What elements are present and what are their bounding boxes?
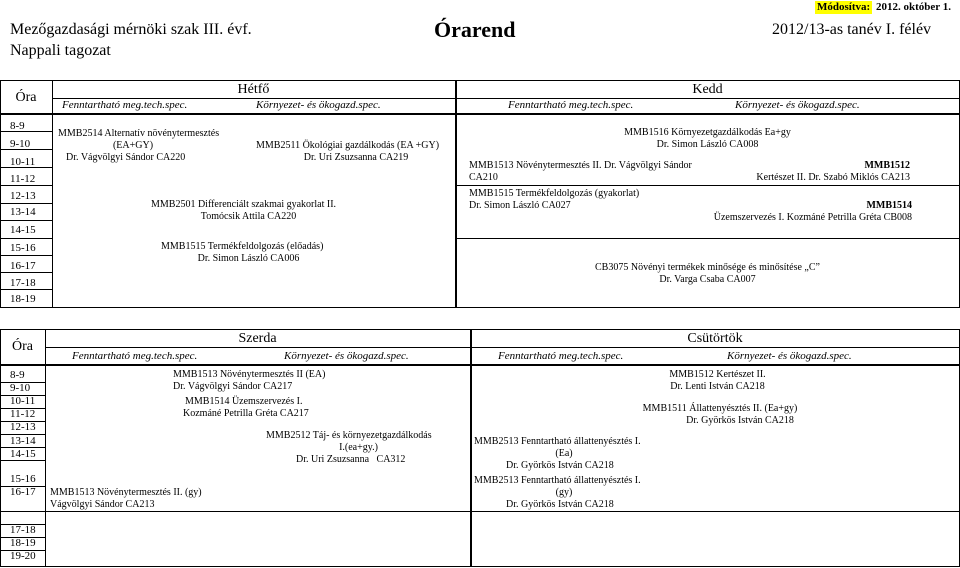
tue-course-code: MMB1512 [864, 160, 910, 171]
top-hour: 12-13 [10, 190, 36, 202]
top-hour: 14-15 [10, 224, 36, 236]
top-spec-a-mon: Fenntartható meg.tech.spec. [62, 99, 188, 111]
mon-course-title: MMB1515 Termékfeldolgozás (előadás) [161, 241, 324, 252]
modified-label: Módosítva: [817, 1, 871, 13]
bottom-day-thursday: Csütörtök [687, 331, 743, 346]
thu-course-type: (Ea) [555, 448, 573, 459]
mon-course-title: MMB2511 Ökológiai gazdálkodás (EA +GY) [256, 140, 440, 151]
bottom-hour: 15-16 [10, 473, 36, 485]
thu-course-title: MMB1511 Állattenyésztés II. (Ea+gy) [642, 403, 798, 414]
wed-course-teacher: Dr. Uri Zsuzsanna CA312 [296, 454, 406, 465]
top-hour: 10-11 [10, 156, 36, 168]
mon-course-teacher: Dr. Uri Zsuzsanna CA219 [303, 152, 409, 163]
top-day-tuesday: Kedd [692, 82, 723, 97]
thu-course-type: (gy) [555, 487, 573, 498]
thu-course-title: MMB1512 Kertészet II. [669, 369, 766, 380]
bottom-spec-a-thu: Fenntartható meg.tech.spec. [498, 350, 624, 362]
top-hour: 18-19 [10, 293, 36, 305]
tue-course-room: CA210 [469, 172, 498, 183]
bottom-hour: 18-19 [10, 537, 36, 549]
bottom-spec-b-wed: Környezet- és ökogazd.spec. [284, 350, 409, 362]
top-spec-b-mon: Környezet- és ökogazd.spec. [256, 99, 381, 111]
bottom-spec-b-thu: Környezet- és ökogazd.spec. [727, 350, 852, 362]
thu-course-teacher: Dr. Györkös István CA218 [686, 415, 794, 426]
tue-course-teacher: Dr. Varga Csaba CA007 [659, 274, 756, 285]
wed-course-title: MMB1513 Növénytermesztés II. (gy) [50, 487, 202, 498]
thu-course-teacher: Dr. Györkös István CA218 [506, 499, 614, 510]
bottom-hour: 19-20 [10, 550, 36, 562]
wed-course-teacher: Dr. Vágvölgyi Sándor CA217 [173, 381, 293, 392]
thu-course-title: MMB2513 Fenntartható állattenyésztés I. [474, 475, 641, 486]
thu-course-teacher: Dr. Györkös István CA218 [506, 460, 614, 471]
page-title-right: 2012/13-as tanév I. félév [772, 21, 932, 38]
bottom-ora-label: Óra [12, 339, 33, 354]
bottom-hour: 16-17 [10, 486, 36, 498]
bottom-hour: 12-13 [10, 421, 36, 433]
tue-course-detail: Üzemszervezés I. Kozmáné Petrilla Gréta CB008 [713, 212, 912, 223]
bottom-hour: 14-15 [10, 448, 36, 460]
top-spec-b-tue: Környezet- és ökogazd.spec. [735, 99, 860, 111]
tue-course-title: MMB1515 Termékfeldolgozás (gyakorlat) [469, 188, 640, 199]
wed-course-title: MMB1513 Növénytermesztés II (EA) [173, 369, 326, 380]
thu-course-title: MMB2513 Fenntartható állattenyésztés I. [474, 436, 641, 447]
tue-course-detail: Kertészet II. Dr. Szabó Miklós CA213 [756, 172, 910, 183]
bottom-day-wednesday: Szerda [238, 331, 277, 346]
page-subtitle: Nappali tagozat [10, 42, 111, 59]
bottom-hour: 17-18 [10, 524, 36, 536]
mon-course-teacher: Tomócsik Attila CA220 [200, 211, 297, 222]
top-hour: 8-9 [10, 120, 25, 132]
bottom-hour: 9-10 [10, 382, 31, 394]
thu-course-teacher: Dr. Lenti István CA218 [670, 381, 765, 392]
wed-course-title: MMB1514 Üzemszervezés I. [185, 396, 303, 407]
tue-course-teacher: Dr. Simon László CA008 [656, 139, 759, 150]
wed-course-teacher: Vágvölgyi Sándor CA213 [50, 499, 155, 510]
top-ora-label: Óra [15, 90, 37, 105]
page-title: Órarend [434, 17, 516, 42]
top-hour: 16-17 [10, 260, 36, 272]
page-title-left: Mezőgazdasági mérnöki szak III. évf. [10, 21, 252, 38]
mon-course-title: MMB2514 Alternatív növénytermesztés [58, 128, 220, 139]
bottom-hour: 11-12 [10, 408, 36, 420]
mon-course-title: MMB2501 Differenciált szakmai gyakorlat II. [151, 199, 337, 210]
mon-course-type: (EA+GY) [112, 140, 154, 151]
tue-course-code: MMB1514 [866, 200, 912, 211]
tue-course-title: CB3075 Növényi termékek minősége és minősítése „C” [595, 262, 820, 273]
top-hour: 15-16 [10, 242, 36, 254]
top-hour: 13-14 [10, 206, 36, 218]
bottom-hour: 13-14 [10, 435, 36, 447]
top-hour: 17-18 [10, 277, 36, 289]
top-hour: 9-10 [10, 138, 31, 150]
wed-course-title: MMB2512 Táj- és környezetgazdálkodás [266, 430, 432, 441]
modified-date: 2012. október 1. [876, 1, 951, 13]
mon-course-teacher: Dr. Simon László CA006 [197, 253, 300, 264]
wed-course-teacher: Kozmáné Petrilla Gréta CA217 [183, 408, 309, 419]
tue-course-teacher: Dr. Simon László CA027 [469, 200, 571, 211]
wed-course-type: I.(ea+gy.) [339, 442, 378, 453]
tue-course-title: MMB1516 Környezetgazdálkodás Ea+gy [624, 127, 791, 138]
bottom-spec-a-wed: Fenntartható meg.tech.spec. [72, 350, 198, 362]
mon-course-teacher: Dr. Vágvölgyi Sándor CA220 [66, 152, 186, 163]
bottom-hour: 10-11 [10, 395, 36, 407]
tue-course-title: MMB1513 Növénytermesztés II. Dr. Vágvölgyi Sándor [469, 160, 692, 171]
top-spec-a-tue: Fenntartható meg.tech.spec. [508, 99, 634, 111]
top-hour: 11-12 [10, 173, 36, 185]
top-day-monday: Hétfő [237, 82, 270, 97]
bottom-hour: 8-9 [10, 369, 25, 381]
